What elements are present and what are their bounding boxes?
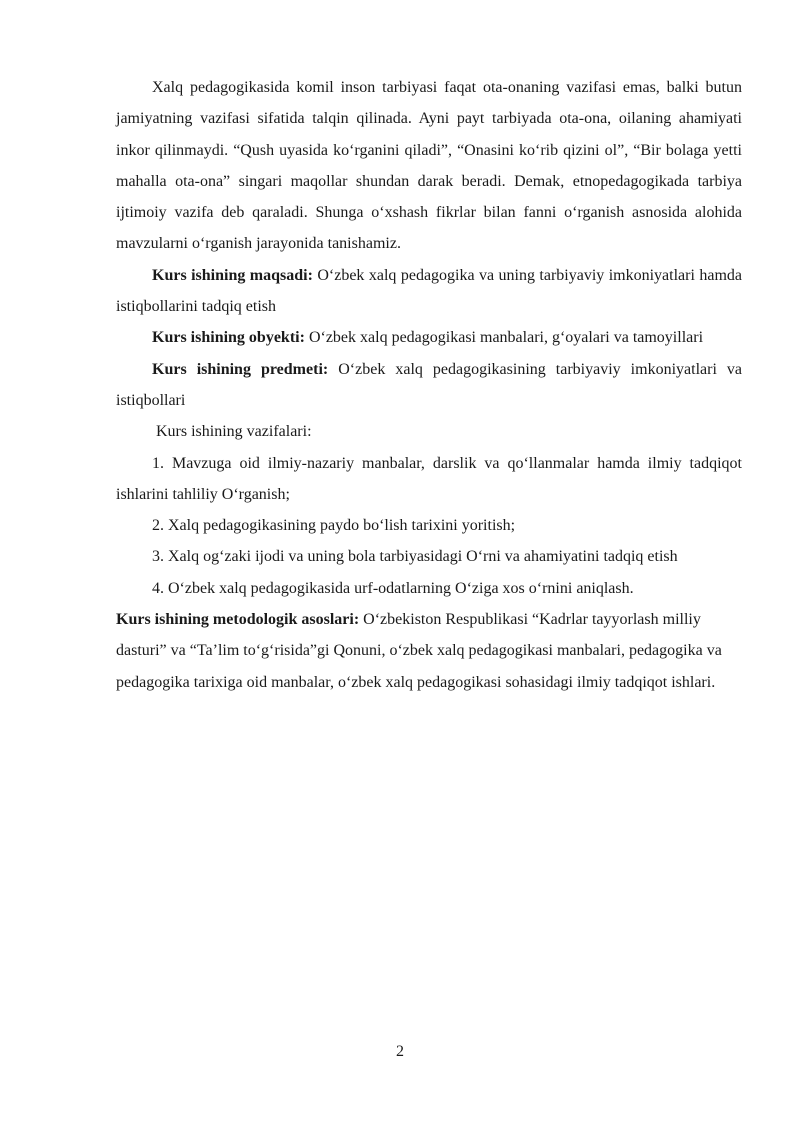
tasks-heading: Kurs ishining vazifalari: [156,423,312,441]
subject-label: Kurs ishining predmeti: [152,360,329,378]
task-item-1: 1. Mavzuga oid ilmiy-nazariy manbalar, darslik va qo‘llanmalar hamda ilmiy tadqiqot ishlarini tahliliy O‘rganish; [116,454,742,503]
subject-text: O‘zbek xalq pedagogikasining tarbiyaviy imkoniyatlari va istiqbollari [116,360,743,409]
goal-label: Kurs ishining maqsadi: [152,266,313,284]
task-item-3: 3. Xalq og‘zaki ijodi va uning bola tarbiyasidagi O‘rni va ahamiyatini tadqiq etish [152,548,678,566]
page-content [116,72,742,698]
object-label: Kurs ishining obyekti: [152,329,305,347]
methodology-label: Kurs ishining metodologik asoslari: [116,611,360,629]
page-number: 2 [396,1043,404,1060]
goal-text: O‘zbek xalq pedagogika va uning tarbiyaviy imkoniyatlari hamda istiqbollarini tadqiq etish [116,266,742,316]
methodology-text: O‘zbekiston Respublikasi “Kadrlar tayyorlash milliy dasturi” va “Ta’lim to‘g‘risida”gi Qonuni, o‘zbek xalq pedagogikasi manbalari, pedagogika va pedagogika tarixiga oid manbalar, o‘zbek xalq pedagogikasi sohasidagi ilmiy tadqiqot ishlari. [116,611,722,691]
subject-paragraph [116,354,742,417]
task-item-2: 2. Xalq pedagogikasining paydo bo‘lish tarixini yoritish; [152,517,516,535]
object-paragraph [116,322,742,353]
intro-paragraph: Xalq pedagogikasida komil inson tarbiyasi faqat ota-onaning vazifasi emas, balki butun jamiyatning vazifasi sifatida talqin qilinada. Ayni payt tarbiyada ota-ona, oilaning ahamiyati inkor qilinmaydi. “Qush uyasida ko‘rganini qiladi”, “Onasini ko‘rib qizini ol”, “Bir bolaga yetti mahalla ota-ona” singari maqollar shundan darak beradi. Demak, etnopedagogikada tarbiya ijtimoiy vazifa deb qaraladi. Shunga o‘xshash fikrlar bilan fanni o‘rganish asnosida alohida mavzularni o‘rganish jarayonida tanishamiz. [116,79,742,253]
task-item-4: 4. O‘zbek xalq pedagogikasida urf-odatlarning O‘ziga xos o‘rnini aniqlash. [152,579,634,597]
methodology-paragraph [116,604,742,698]
goal-paragraph [116,260,742,323]
object-text: O‘zbek xalq pedagogikasi manbalari, g‘oyalari va tamoyillari [304,329,704,347]
